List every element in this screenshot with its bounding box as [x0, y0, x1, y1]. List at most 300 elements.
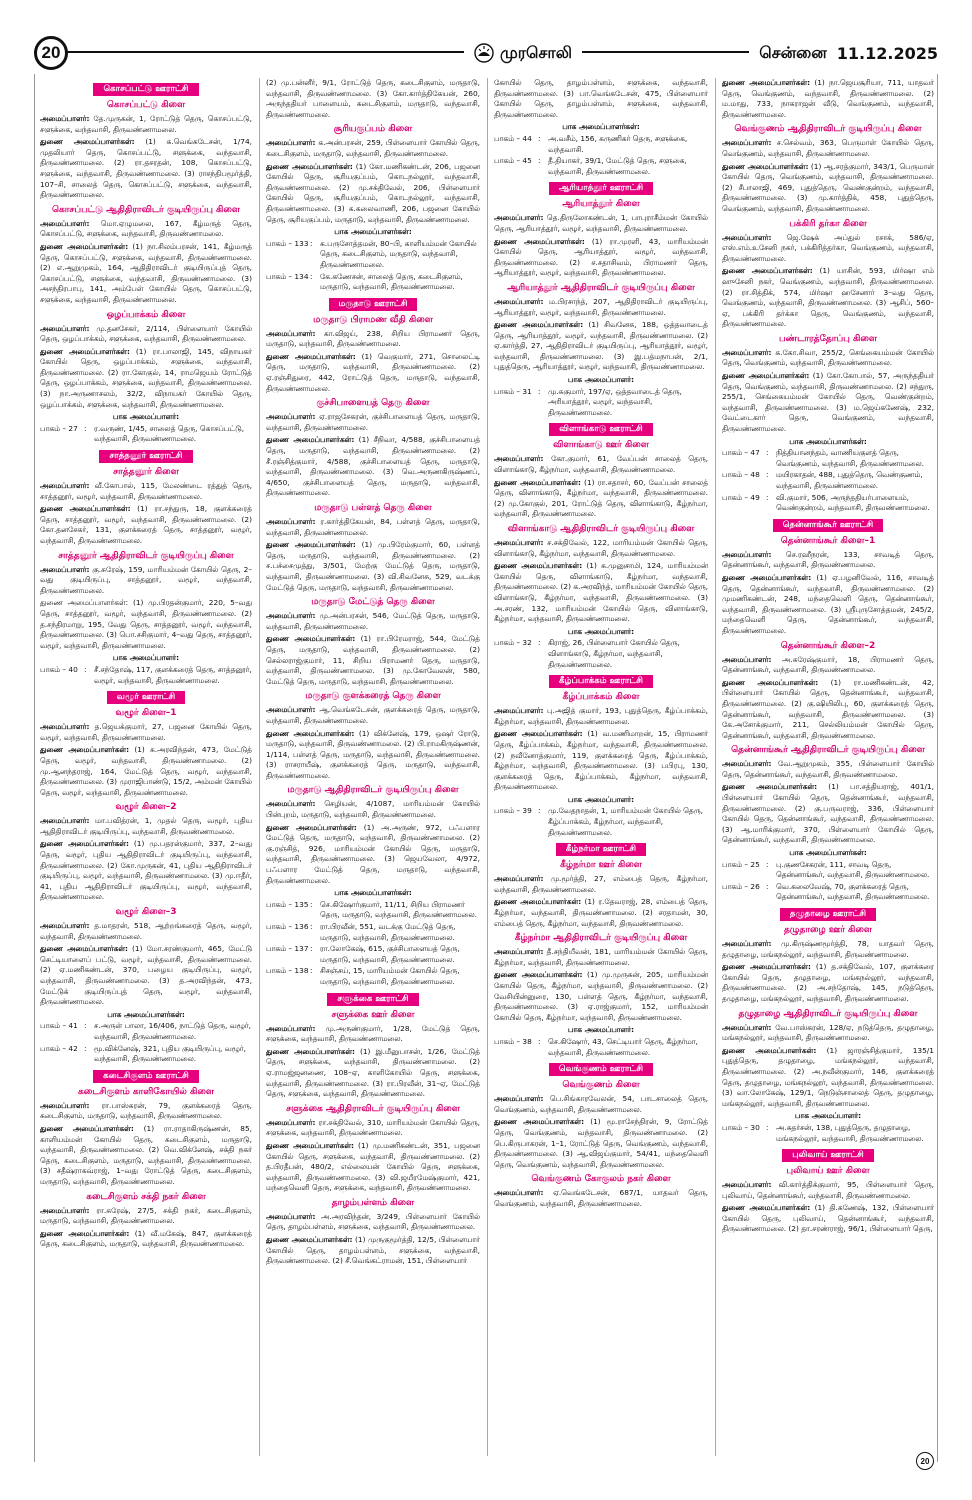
role-label: அமைப்பாளர்: — [40, 564, 90, 574]
booth-number: பாகம் – 137 — [266, 944, 309, 954]
branch-heading: சளுக்கை ஆதிதிராவிடர் குடியிருப்பு கிளை — [286, 1103, 460, 1114]
member-entry — [40, 722, 252, 743]
booth-entry — [494, 638, 708, 670]
branch-heading: ஒழப்பாக்கம் கிளை — [106, 309, 186, 320]
column-3 — [494, 78, 708, 1456]
member-entry — [494, 297, 708, 318]
member-details: (1) விக்னேஷ், 179, ஒஷர் ரோடு, மருதாடு, வந்தவாசி, திருவண்ணாமலை. (2) பி.ராமகிருஷ்ணன், 1/114, பள்ளத் தெரு, மருதாடு, வந்தவாசி, திருவண்ணாமலை. (3) ராசராயீஷ், குளக்கரைத் தெரு, மருதாடு, வந்தவாசி, திருவண்ணாமலை. — [266, 728, 480, 780]
member-details: (1) வ.மணிமாறன், 15, பிராமணர் தெரு, கீழ்ப்பாக்கம், கீழ்நர்மா, வந்தவாசி, திருவண்ணாமலை. (2) நவீனோத்குமார், 119, குளக்கரைத் தெரு, கீழ்ப்பாக்கம், கீழ்நர்மா, வந்தவாசி, திருவண்ணாமலை. (3) பபிரபு, 130, குளக்கரைத் தெரு, கீழ்ப்பாக்கம், கீழ்நர்மா, வந்தவாசி, திருவண்ணாமலை. — [494, 729, 708, 792]
member-entry — [722, 371, 934, 435]
member-entry — [40, 137, 252, 201]
role-label: அமைப்பாளர்: — [722, 1022, 772, 1032]
column-divider — [715, 78, 716, 1456]
role-label: அமைப்பாளர்: — [40, 114, 90, 123]
member-details: த.மாதரன், 518, ஆற்றங்கரைத் தெரு, வழூர், வந்தவாசி, திருவண்ணாமலை. — [40, 921, 252, 941]
role-label: துணை அமைப்பாளர்கள்: — [266, 822, 357, 832]
booth-colon: : — [766, 470, 769, 480]
member-details: மு.மூர்த்தி, 27, எம்பைத் தெரு, கீழ்நர்மா, வந்தவாசி, திருவண்ணாமலை. — [494, 874, 708, 894]
branch-heading: சூரியகுப்பம் கிளை — [333, 124, 413, 135]
booth-holder: ர.வருண், 1/45, சாலைத் தெரு, கொசப்பட்டு, வந்தவாசி, திருவண்ணாமலை. — [94, 423, 245, 444]
member-entry — [266, 352, 480, 394]
role-label: துணை அமைப்பாளர்கள்: — [266, 728, 355, 738]
ward-heading — [266, 298, 480, 311]
role-label: துணை அமைப்பாளர்கள்: — [494, 897, 582, 907]
section-subheading: பாக அமைப்பாளர்கள்: — [562, 122, 640, 132]
member-details: (1) தி.கணேஷ், 132, பிள்ளையார் கோயில் தெரு, புலிவாய், தென்னாங்கூர், வந்தவாசி, திருவண்ணாமலை. (2) தா.சரண்ராஜ், 96/1, பிள்ளையார் தெரு, — [722, 1203, 934, 1234]
member-entry — [494, 538, 708, 559]
member-details: வே.ஆறுமுகம், 355, பிள்ளையார் கோயில் தெரு, தென்னாங்கூர், வந்தவாசி, திருவண்ணாமலை. — [722, 759, 934, 779]
member-entry — [722, 138, 934, 159]
paper-name — [464, 40, 582, 66]
booth-number: பாகம் – 32 — [494, 638, 532, 648]
booth-holder: வி.குமார், 506, அருந்ததியர்பாளையம், வெண்குன்றம், வந்தவாசி, திருவண்ணாமலை. — [776, 492, 930, 513]
member-entry — [40, 598, 252, 651]
member-details: ரா.சக்திவேல், 310, மாரியம்மன் கோயில் தெரு, சளுக்கை, வந்தவாசி, திருவண்ணாமலை. — [266, 1117, 480, 1138]
booth-number: பாகம் – 49 — [722, 492, 760, 502]
member-details: (1) அ.அருண், 972, பஃபளார மேட்டுத் தெரு, மருதாடு, வந்தவாசி, திருவண்ணாமலை. (2) கு.ரஞ்சித், 926, மாரியம்மன் கோயில் தெரு, மருதாடு, வந்தவாசி, திருவண்ணாமலை. (3) ஜெயவேலா, 4/972, பஃபளார மேட்டுத் தெரு, மருதாடு, வந்தவாசி, திருவண்ணாமலை. — [266, 822, 480, 885]
booth-entry — [266, 900, 480, 921]
role-label: துணை அமைப்பாளர்கள்: — [722, 371, 810, 381]
booth-entry — [40, 424, 252, 445]
booth-entry — [266, 239, 480, 271]
role-label: அமைப்பாளர்: — [266, 328, 316, 338]
role-label: துணை அமைப்பாளர்கள்: — [266, 161, 353, 171]
role-label: அமைப்பாளர்: — [266, 1023, 316, 1033]
branch-heading: மருதாடு பள்ளத் தெரு கிளை — [314, 503, 432, 513]
member-entry — [722, 1046, 934, 1110]
member-details: மா.பவித்ரன், 1, முதல் தெரு, வழூர், புதிய ஆதிதிராவிடர் குடியிருப்பு, வந்தவாசி, திருவண்ணாமலை. — [40, 816, 252, 836]
role-label: துணை அமைப்பாளர்கள்: — [494, 236, 585, 246]
branch-heading: வழூர் கிளை–3 — [115, 907, 177, 918]
role-label: அமைப்பாளர்: — [266, 1117, 316, 1127]
member-details: ச.சக்திவேல், 122, மாரியம்மன் கோயில் தெரு, விளாங்காடு, கீழ்நர்மா, வந்தவாசி, திருவண்ணாமலை. — [494, 538, 708, 558]
member-entry — [40, 219, 252, 240]
booth-colon: : — [310, 899, 313, 909]
member-entry — [266, 611, 480, 632]
dateline — [749, 40, 938, 66]
role-label: அமைப்பாளர்: — [266, 799, 316, 809]
booth-colon: : — [84, 1043, 87, 1053]
role-label: அமைப்பாளர்: — [266, 611, 316, 621]
branch-heading: பண்டாரத்தோப்பு கிளை — [778, 333, 878, 344]
booth-entry — [722, 448, 934, 469]
booth-number: பாகம் – 45 — [494, 156, 532, 166]
member-details: வே.பாஸ்கரன், 128/ஏ, நடுத்தெரு, தழுதாழை, மங்கநல்லூர், வந்தவாசி, திருவண்ணாமலை. — [722, 1022, 934, 1043]
branch-heading: மருதாடு ஆதிதிராவிடர் குடியிருப்பு கிளை — [287, 785, 459, 796]
ward-heading — [494, 182, 708, 195]
branch-heading: கொசப்பட்டு கிளை — [106, 100, 186, 110]
member-entry — [266, 412, 480, 433]
member-details: (1) மு.பிரேம்குமார், 60, பள்ளத் தெரு, மருதாடு, வந்தவாசி, திருவண்ணாமலை. (2) ச.பச்சைமுத்து, 3/501, மேற்கு மேட்டுத் தெரு, மருதாடு, வந்தவாசி, திருவண்ணாமலை. (3) வி.சிவனேசு, 529, வடக்கு மேட்டுத் தெரு, மருதாடு, வந்தவாசி, திருவண்ணாமலை. — [266, 540, 480, 592]
ward-heading — [722, 908, 934, 921]
member-details: (1) கோ.கோபால், 57, அருந்ததியர் தெரு, வெங்குணம், வந்தவாசி, திருவண்ணாமலை. (2) சந்துரு, 255/1, செங்கையம்மன் கோயில் தெரு, வெண்குன்றம், வந்தவாசி, திருவண்ணாமலை. (3) ம.ஜெய்கணேஷ், 232, வேட்டைகார் தெரு, வெங்குணம், வந்தவாசி, திருவண்ணாமலை. — [722, 371, 934, 434]
role-label: துணை அமைப்பாளர்கள்: — [722, 1203, 811, 1213]
booth-holder: மு.சுகுமார், 197/ஏ, ஒத்தவாடைத் தெரு, அரியாத்தூர், வழூர், வந்தவாசி, திருவண்ணாமலை. — [548, 386, 682, 417]
booth-number: பாகம் – 134 — [266, 271, 309, 281]
member-details: (1) வெகுமார், 271, சொலைட்டி தெரு, மருதாடு, வந்தவாசி, திருவண்ணாமலை. (2) ஏ.ரஞ்சிதுரை, 442, ரோட்டுத் தெரு, மருதாடு, வந்தவாசி, திருவண்ணாமலை. — [266, 351, 480, 393]
column-divider — [259, 78, 260, 1456]
branch-heading: விளாங்காடு ஆதிதிராவிடர் குடியிருப்பு கிளை — [507, 524, 695, 534]
member-entry — [266, 540, 480, 593]
role-label: துணை அமைப்பாளர்கள்: — [40, 745, 130, 755]
member-details: கா.விஜய், 238, சிறிய பிராமணர் தெரு, மருதாடு, வந்தவாசி, திருவண்ணாமலை. — [266, 328, 480, 349]
ward-heading-label: தழுதாழை ஊராட்சி — [780, 908, 876, 921]
booth-number: பாகம் – 31 — [494, 386, 532, 396]
member-details: (1) முருகுமூர்த்தி, 12/5, பிள்ளையார் கோயில் தெரு, தாழம்பள்ளம், சளுக்கை, வந்தவாசி, திருவண்ணாமலை. (2) சீ.வெங்கட்ராமன், 151, பிள்ளையார் — [266, 1235, 480, 1266]
member-entry — [722, 573, 934, 637]
member-entry — [266, 1235, 480, 1267]
role-label: துணை அமைப்பாளர்கள்: — [40, 346, 130, 356]
member-entry — [266, 799, 480, 820]
member-details: (1) யாசின், 593, மிர்ஷா எம் ஹுசேனி நகர், வெங்குணம், வந்தவாசி, திருவண்ணாமலை. (2) ரா.சித்திக், 574, மிர்ஷா ஹசேனார் 3–வது தெரு, வெங்குணம், வந்தவாசி, திருவண்ணாமலை. (3) ஆசிப், 560–ஏ, பக்கிரி தர்க்கா தெரு, வெங்குணம், வந்தவாசி, திருவண்ணாமலை. — [722, 266, 934, 329]
member-details: க.அன்பரசன், 259, பிள்ளையார் கோயில் தெரு, கடைசிகுளம், மருதாடு, வந்தவாசி, திருவண்ணாமலை. — [266, 138, 480, 158]
booth-holder: க.பருசோத்தமன், 80–பி, காளியம்மன் கோயில் தெரு, கடைசிகுளம், மருதாடு, வந்தவாசி, திருவண்ணாமலை. — [320, 238, 477, 269]
ward-heading — [494, 1063, 708, 1076]
role-label: துணை அமைப்பாளர்கள்: — [266, 634, 356, 644]
booth-colon: : — [766, 1122, 769, 1132]
role-label: துணை அமைப்பாளர்கள்: — [494, 561, 583, 571]
role-label: அமைப்பாளர்: — [494, 874, 544, 884]
column-divider — [487, 78, 488, 1456]
booth-holder: வெ.கலைவேஷ், 70, குளக்கரைத் தெரு, தென்னாங்கூர், வந்தவாசி, திருவண்ணாமலை. — [776, 881, 930, 902]
booth-colon: : — [310, 966, 313, 976]
member-details: (1) மு.முருகன், 205, மாரியம்மன் கோயில் தெரு, கீழ்நர்மா, வந்தவாசி, திருவண்ணாமலை. (2) வேசியின்னுரை, 130, பள்ளத் தெரு, கீழ்நர்மா, வந்தவாசி, திருவண்ணாமலை. (3) ஏ.ராஜ்குமார், 152, மாரியம்மன் கோயில் தெரு, கீழ்நர்மா, வந்தவாசி, திருவண்ணாமலை. — [494, 970, 708, 1022]
branch-heading: குச்சிபாளையத் தெரு கிளை — [316, 398, 430, 409]
booth-number: பாகம் – 135 — [266, 899, 309, 909]
branch-heading: கடைசிகுளம் காளிகோயில் கிளை — [77, 1086, 215, 1097]
member-entry — [40, 1229, 252, 1250]
booth-number: பாகம் – 26 — [722, 881, 760, 891]
role-label: அமைப்பாளர்: — [40, 921, 90, 931]
section-subheading: பாக அமைப்பாளர்: — [567, 626, 635, 636]
member-entry — [722, 266, 934, 330]
ward-heading-label: தென்னாங்கூர் ஊராட்சி — [773, 519, 883, 532]
role-label: துணை அமைப்பாளர்கள்: — [494, 729, 583, 739]
booth-number: பாகம் – 138 — [266, 966, 309, 976]
section-subheading: பாக அமைப்பாளர்: — [112, 653, 180, 663]
member-details: (1) ர.தேவராஜ், 28, எம்பைத் தெரு, கீழ்நர்மா, வந்தவாசி, திருவண்ணாமலை. (2) சரதாமன், 30, எம்பைத் தெரு, கீழ்நர்மா, வந்தவாசி, திருவண்ணாமலை. — [494, 897, 708, 928]
member-details: (1) ரா.ராதாகிருஷ்ணன், 85, காளியம்மன் கோயில் தெரு, கடைசிகுளம், மருதாடு, வந்தவாசி, திருவண்ணாமலை. (2) வெ.விக்னேஷ், சக்தி நகர் தெரு, கடைசிகுளம், மருதாடு, வந்தவாசி, திருவண்ணாமலை. (3) சதீஷ்ராகவ்ராஜ், 1–வது ரோட்டுத் தெரு, கடைசிகுளம், மருதாடு, வந்தவாசி, திருவண்ணாமலை. — [40, 1123, 252, 1186]
member-entry — [722, 962, 934, 1004]
member-entry — [722, 678, 934, 742]
member-details: (1) கோ.மணிகண்டன், 206, பஜனை கோயில் தெரு, சூரியகுப்பம், கொடநல்லூர், வந்தவாசி, திருவண்ணாமலை. (2) மு.சக்திவேல், 206, பிள்ளையார் கோயில் தெரு, சூரியகுப்பம், கொடநல்லூர், வந்தவாசி, திருவண்ணாமலை. (3) க.கலைவாணி, 206, பஜனை கோயில் தெரு, சூரியகுப்பம், மருதாடு, வந்தவாசி, திருவண்ணாமலை. — [266, 161, 480, 224]
member-details: தே.முருகன், 1, ரோட்டுத் தெரு, கொசப்பட்டு, சளுக்கை, வந்தவாசி, திருவண்ணாமலை. — [40, 114, 252, 134]
booth-entry — [494, 134, 708, 155]
booth-holder: மயிரகாதன், 488, புதுத்தெரு, வெண்குணம், வந்தவாசி, திருவண்ணாமலை. — [776, 470, 923, 490]
member-details: அ.அரவிந்தன், 3/249, பிள்ளையார் கோயில் தெரு, தாழம்பள்ளம், சளுக்கை, வந்தவாசி, திருவண்ணாமலை. — [266, 1211, 480, 1232]
member-details: (1) பா.சத்தியராஜ், 401/1, பிள்ளையார் கோயில் தெரு, தென்னாங்கூர், வந்தவாசி, திருவண்ணாமலை. (2) கு.பருவராஜ், 336, பிள்ளையார் கோயில் தெரு, தென்னாங்கூர், வந்தவாசி, திருவண்ணாமலை. (3) ஆ.மாரிக்குமார், 370, பிள்ளையார் கோயில் தெரு, தென்னாங்கூர், வந்தவாசி, திருவண்ணாமலை. — [722, 782, 934, 845]
member-details: (1) சிவனேசு, 188, ஒத்தவாடைத் தெரு, ஆரியாத்தூர், வழூர், வந்தவாசி, திருவண்ணாமலை. (2) ஏ.கார்த்தி, 27, ஆதிதிராவிடர் குடியிருப்பு, ஆரியாத்தூர், வழூர், வந்தவாசி, திருவண்ணாமலை. (3) இ.பத்மநாபன், 2/1, புதுத்தெரு, ஆரியாத்தூர், வழூர், வந்தவாசி, திருவண்ணாமலை. — [494, 320, 708, 372]
ward-heading-label: புலிவாய் ஊராட்சி — [782, 1149, 874, 1162]
booth-holder: அ.சுதர்சன், 138, புதுத்தெரு, தழுதாழை, மங்கநல்லூர், வந்தவாசி, திருவண்ணாமலை. — [776, 1122, 924, 1143]
branch-heading: மருதாடு பிராமண வீதி கிளை — [313, 314, 433, 325]
booth-holder: நித்தியானந்தம், வாணியகுளத் தெரு, வெங்குணம், வந்தவாசி, திருவண்ணாமலை. — [776, 448, 924, 468]
role-label: துணை அமைப்பாளர்கள்: — [494, 320, 584, 330]
role-label: அமைப்பாளர்: — [266, 138, 316, 148]
column-2 — [266, 78, 480, 1456]
booth-number: பாகம் – 41 — [40, 1021, 78, 1031]
ward-heading — [722, 519, 934, 532]
role-label: அமைப்பாளர்: — [722, 654, 772, 664]
section-subheading: பாக அமைப்பாளர்கள்: — [334, 888, 412, 898]
branch-heading: மருதாடு மேட்டுத் தெரு கிளை — [311, 597, 435, 608]
booth-entry — [494, 387, 708, 419]
member-details: தெ.திருலோகண்டன், 1, பாபுராசீம்மன் கோயில் தெரு, ஆரியாத்தூர், வழூர், வந்தவாசி, திருவண்ணாமலை. — [494, 213, 708, 233]
role-label: துணை அமைப்பாளர்கள்: — [722, 161, 809, 171]
member-details: (1) ரா.முரளி, 43, மாரியம்மன் கோயில் தெரு, ஆரியாத்தூர், வழூர், வந்தவாசி, திருவண்ணாமலை. (2) ச.சதாசிவம், பிராமணர் தெரு, ஆரியாத்தூர், வழூர், வந்தவாசி, திருவண்ணாமலை. — [494, 236, 708, 278]
booth-colon: : — [84, 1021, 87, 1031]
member-entry — [40, 1206, 252, 1227]
booth-holder: கிராஜ், 26, பிள்ளையார் கோயில் தெரு, விளாங்காடு, கீழ்நர்மா, வந்தவாசி, திருவண்ணாமலை. — [548, 638, 680, 669]
member-entry — [266, 729, 480, 782]
ward-heading-label: கொசப்பட்டு ஊராட்சி — [93, 83, 198, 96]
member-entry — [266, 1047, 480, 1100]
rising-sun-emblem-icon — [474, 43, 494, 63]
role-label: அமைப்பாளர்: — [494, 947, 544, 957]
role-label: துணை அமைப்பாளர்கள்: — [722, 78, 811, 87]
member-details: மு.கிருஷ்ணமூர்த்தி, 78, யாதவர் தெரு, தழுதாழை, மங்கநல்லூர், வந்தவாசி, திருவண்ணாமலை. — [722, 939, 934, 959]
ward-heading-label: ஆரியாத்தூர் ஊராட்சி — [549, 182, 653, 195]
branch-heading: பக்கிரி தர்கா கிளை — [789, 218, 867, 229]
branch-heading: தென்னாங்கூர் கிளை–1 — [780, 535, 876, 546]
member-entry — [266, 705, 480, 726]
member-details: மு.அன்பரசன், 546, மேட்டுத் தெரு, மருதாடு, வந்தவாசி, திருவண்ணாமலை. — [266, 611, 480, 631]
member-details: வி.கார்த்திக்குமார், 95, பிள்ளையார் தெரு, புலிவாய், தென்னாங்கூர், வந்தவாசி, திருவண்ணாமலை. — [722, 1180, 934, 1200]
role-label: துணை அமைப்பாளர்கள்: — [494, 970, 583, 980]
booth-colon: : — [310, 922, 313, 931]
member-entry — [722, 1203, 934, 1235]
section-subheading: பாக அமைப்பாளர்கள்: — [107, 1009, 185, 1019]
member-details: பெ.சிங்காரவேலன், 54, பாடசாலைத் தெரு, வெங்குணம், வந்தவாசி, திருவண்ணாமலை. — [494, 1094, 708, 1114]
booth-colon: : — [766, 859, 769, 869]
booth-colon: : — [538, 133, 541, 143]
member-details: (1) ஆ.சரத்குமார், 343/1, பெருமாள் கோயில் தெரு, வெங்குணம், வந்தவாசி, திருவண்ணாமலை. (2) சீபாலாஜி, 469, புதுத்தெரு, வெண்குன்றம், வந்தவாசி, திருவண்ணாமலை. (3) மு.கார்த்திக், 458, புதுத்தெரு, வெங்குணம், வந்தவாசி, திருவண்ணாமலை. — [722, 161, 934, 213]
member-details: (1) ஏ.பழனிவேல், 116, சாவடித் தெரு, தென்னாங்கூர், வந்தவாசி, திருவண்ணாமலை. (2) முமணிகண்டன், 248, மந்தைவெளி தெரு, தென்னாங்கூர், வந்தவாசி, திருவண்ணாமலை. (3) ஸ்ரீபுருசோத்தமன், 245/2, மந்தைவெளி தெரு, தென்னாங்கூர், வந்தவாசி, திருவண்ணாமலை. — [722, 572, 934, 635]
member-details: (1) நா.சிலம்பரசன், 141, கீழ்மருத் தெரு, கொசப்பட்டு, சளுக்கை, வந்தவாசி, திருவண்ணாமலை. (2) எ.ஆறுமுகம், 164, ஆதிதிராவிடர் குடியிருப்புத் தெரு, கொசப்பட்டு, சளுக்கை, வந்தவாசி, திருவண்ணாமலை. (3) அசந்திரபாபு, 141, அம்பேள் கோயில் தெரு, கொசப்பட்டு, சளுக்கை, வந்தவாசி, திருவண்ணாமலை. — [40, 241, 252, 304]
member-entry — [40, 565, 252, 597]
branch-heading: மருதாடு குளக்கரைத் தெரு கிளை — [305, 691, 441, 702]
role-label: அமைப்பாளர்: — [40, 1100, 90, 1110]
ward-heading — [494, 675, 708, 688]
column-1 — [40, 78, 252, 1456]
member-details: மொ.ஏழுமலை, 167, கீழ்மருத் தெரு, கொசப்பட்டு, சளுக்கை, வந்தவாசி, திருவண்ணாமலை. — [40, 218, 252, 239]
member-details: (1) மோ.சரண்குமார், 465, மேட்டு செட்டியாளைப் பட்டு, வழூர், வந்தவாசி, திருவண்ணாமலை. (2) ஏ.மணிகண்டன், 370, பழைய குடியிருப்பு, வழூர், வந்தவாசி, திருவண்ணாமலை. (3) த.அரவிந்தன், 473, மேட்டுக் குடியிருப்புத் தெரு, வழூர், வந்தவாசி, திருவண்ணாமலை. — [40, 944, 252, 1007]
booth-colon: : — [766, 881, 769, 891]
role-label: அமைப்பாளர்: — [266, 1211, 316, 1221]
ward-heading — [722, 1149, 934, 1162]
footer-page-number: 20 — [916, 1452, 934, 1470]
member-entry — [722, 162, 934, 215]
booth-holder: மு.வேதநாதன், 1, மாரியம்மன் கோயில் தெரு, கீழ்ப்பாக்கம், கீழ்நர்மா, வந்தவாசி, திருவண்ணாமலை. — [548, 806, 703, 837]
role-label: அமைப்பாளர்: — [40, 323, 90, 333]
booth-entry — [266, 922, 480, 943]
branch-heading: கீழ்நர்மா ஊர் கிளை — [560, 860, 642, 871]
booth-number: பாகம் – 42 — [40, 1043, 78, 1053]
role-label: அமைப்பாளர்: — [494, 1188, 544, 1198]
booth-colon: : — [310, 271, 313, 281]
booth-holder: அ.வசீம், 156, கருணிகர் தெரு, சளுக்கை, வந்தவாசி. — [548, 133, 688, 154]
role-label: துணை அமைப்பாளர்கள்: — [40, 241, 129, 251]
role-label: அமைப்பாளர்: — [494, 1094, 544, 1104]
booth-colon: : — [84, 664, 87, 674]
booth-colon: : — [538, 806, 541, 816]
booth-entry — [40, 1044, 252, 1065]
member-details: ரா.சுரேஷ், 27/5, சக்தி நகர், கடைசிகுளம், மருதாடு, வந்தவாசி, திருவண்ணாமலை. — [40, 1205, 252, 1226]
ward-heading — [494, 843, 708, 856]
member-details: கோ.குமார், 61, வேப்பன் சாலைத் தெரு, விளாங்காடு, கீழ்நர்மா, வந்தவாசி, திருவண்ணாமலை. — [494, 454, 708, 475]
ward-heading-label: வழூர் ஊராட்சி — [107, 691, 185, 704]
member-entry — [266, 78, 480, 120]
booth-number: பாகம் – 48 — [722, 470, 760, 480]
member-entry — [40, 745, 252, 798]
booth-holder: கே.கணேசன், சாலைத் தெரு, கடைசிகுளம், மருதாடு, வந்தவாசி, திருவண்ணாமலை. — [320, 271, 463, 292]
member-details: ஏ.ராஜசேகரன், குச்சிபாளையத் தெரு, மருதாடு, வந்தவாசி, திருவண்ணாமலை. — [266, 412, 480, 432]
member-entry — [722, 1180, 934, 1201]
member-details: (2) மு.பன்னீர், 9/1, ரோட்டுத் தெரு, கடைசிகுளம், மருதாடு, வந்தவாசி, திருவண்ணாமலை. (3) கோ.கார்த்திகேயன், 260, அருந்ததியர் பாளையம், கடைசிகுளம், மருதாடு, வந்தவாசி, திருவண்ணாமலை. — [266, 78, 480, 119]
branch-heading: வெங்குணம் கோகுலம் நகர் கிளை — [531, 1174, 671, 1185]
booth-number: பாகம் – 44 — [494, 133, 532, 143]
member-entry — [722, 1023, 934, 1044]
role-label: அமைப்பாளர்: — [722, 549, 772, 559]
member-entry — [266, 329, 480, 350]
role-label: அமைப்பாளர்: — [494, 454, 544, 464]
member-entry — [722, 78, 934, 120]
branch-heading: சாத்தனூர் கிளை — [113, 467, 179, 478]
role-label: அமைப்பாளர்: — [266, 705, 316, 715]
member-details: துணை அமைப்பாளர்கள்: (1) மு.பிரதன்குமார், 220, 5–வது தெரு, சாத்தனூர், வழூர், வந்தவாசி, திருவண்ணாமலை. (2) த.சந்திரமாறு, 195, வேது தெரு, சாத்தனூர், வழூர், வந்தவாசி, திருவண்ணாமலை. (3) பொ.சசிகுமார், 4–வது தெரு, சாத்தனூர், வழூர், வந்தவாசி, திருவண்ணாமலை. — [40, 598, 252, 650]
member-details: (1) சீநிவா, 4/588, குச்சிபாளையத் தெரு, மருதாடு, வந்தவாசி, திருவண்ணாமலை. (2) சீ.ரஞ்சித்குமார், 4/588, குச்சிபாளையத் தெரு, மருதாடு, வந்தவாசி, திருவண்ணாமலை. (3) வெ.அருணகிருஷ்ணப், 4/650, குச்சிபாளையத் தெரு, மருதாடு, வந்தவாசி, திருவண்ணாமலை. — [266, 435, 480, 498]
section-subheading: பாக அமைப்பாளர்கள்: — [789, 848, 867, 858]
member-entry — [266, 1024, 480, 1045]
booth-colon: : — [766, 448, 769, 458]
booth-entry — [266, 944, 480, 965]
booth-number: பாகம் – 136 — [266, 922, 309, 931]
ward-heading — [40, 83, 252, 96]
member-details: ஜெ.ஷேக் அப்துல் ரசாக், 586/ஏ, எஸ்.எம்.உசேனி நகர், பக்கிரித்தர்கா, வெங்குணம், வந்தவாசி, திருவண்ணாமலை. — [722, 232, 934, 263]
booth-number: பாகம் – 133 — [266, 238, 309, 248]
member-details: (1) மு.மணிகண்டன், 351, பஜனை கோயில் தெரு, சளுக்கை, வந்தவாசி, திருவண்ணாமலை. (2) த.பிரதீபன், 480/2, எல்லையன் கோயில் தெரு, சளுக்கை, வந்தவாசி, திருவண்ணாமலை. (3) வி.ஜயீரமேஷ்குமார், 421, மந்தைவெளி தெரு, சளுக்கை, வந்தவாசி, திருவண்ணாமலை. — [266, 1140, 480, 1193]
ward-heading-label: வெங்குணம் ஊராட்சி — [549, 1063, 653, 1076]
role-label: அமைப்பாளர்: — [722, 138, 772, 148]
booth-holder: செ.கிஷோர்குமார், 11/11, சிறிய பிராமணர் தெரு, மருதாடு, வந்தவாசி, திருவண்ணாமலை. — [320, 899, 478, 920]
role-label: துணை அமைப்பாளர்கள்: — [722, 572, 812, 582]
member-details: (1) ரா.சதாசர், 60, வேப்பன் சாலைத் தெரு, விளாங்காடு, கீழ்நர்மா, வந்தவாசி, திருவண்ணாமலை. (2) மு.கோகுல், 201, ரோட்டுத் தெரு, விளாங்காடு, கீழ்நர்மா, வந்தவாசி, திருவண்ணாமலை. — [494, 477, 708, 519]
role-label: அமைப்பாளர்: — [40, 1205, 90, 1215]
member-entry — [266, 138, 480, 159]
member-entry — [494, 970, 708, 1023]
branch-heading: கீழ்ப்பாக்கம் கிளை — [562, 692, 640, 703]
member-entry — [494, 237, 708, 279]
member-details: (1) த.சக்திவேல், 107, குளக்கரை கோயில் தெரு, தழுதாழை, மங்கநல்லூர், வந்தவாசி, திருவண்ணாமலை. (2) அ.சந்தோஷ், 145, நடுத்தெரு, தழுதாழை, மங்கநல்லூர், வந்தவாசி, திருவண்ணாமலை. — [722, 962, 934, 1003]
booth-number: பாகம் – 27 — [40, 423, 78, 433]
member-entry — [266, 1118, 480, 1139]
booth-holder: ரா.பிரவீன், 551, வடக்கு மேட்டுத் தெரு, மருதாடு, வந்தவாசி, திருவண்ணாமலை. — [320, 922, 456, 942]
branch-heading: கீழ்நர்மா ஆதிதிராவிடர் குடியிருப்பு கிளை — [514, 933, 688, 944]
booth-holder: தீ.தியாகர், 39/1, மேட்டுத் தெரு, சளுகை, வந்தவாசி, திருவண்ணாமலை. — [548, 156, 687, 176]
booth-colon: : — [538, 386, 541, 396]
member-details: (1) இ.மீனுபாசன், 1/26, மேட்டுத் தெரு, சளுக்கை, வந்தவாசி, திருவண்ணாமலை. (2) ஏ.ராமஜ்ஜனணை, 108–ஏ, காளிகோயில் தெரு, சளுக்கை, வந்தவாசி, திருவண்ணாமலை. (3) ரா.பிரவீன், 31–ஏ, மேட்டுத் தெரு, சளுக்கை, வந்தவாசி, திருவண்ணாமலை. — [266, 1046, 480, 1099]
member-entry — [266, 162, 480, 226]
section-subheading: பாக அமைப்பாளர்: — [567, 1025, 635, 1035]
member-entry — [266, 634, 480, 687]
branch-heading: ஆரியாத்தூர் கிளை — [562, 199, 640, 210]
member-entry — [722, 759, 934, 780]
booth-entry — [494, 1037, 708, 1058]
branch-heading: ஆரியாத்தூர் ஆதிதிராவிடர் குடியிருப்பு கிளை — [507, 282, 695, 293]
booth-colon: : — [538, 638, 541, 648]
booth-holder: பு.குணசேகரன், 111, சாவடி தெரு, தென்னாங்கூர், வந்தவாசி, திருவண்ணாமலை. — [776, 859, 930, 880]
member-details: (1) ஜாரஞ்சித்குமார், 135/1 புதுத்தெரு, தழுதாழை, மங்கநல்லூர், வந்தவாசி, திருவண்ணாமலை. (2) அ.நவீன்குமார், 146, குளக்கரைத் தெரு, தழுதாழை, மங்கநல்லூர், வந்தவாசி, திருவண்ணாமலை. (3) வா.லோகேஷ், 129/1, நெடுஞ்சாலைத் தெரு, தழுதாழை, மங்கநல்லூர், வந்தவாசி, திருவண்ணாமலை. — [722, 1045, 934, 1108]
member-details: (1) ரா.பாலாஜி, 145, விநாயகர் கோயில் தெரு, ஒழப்பாக்கம், சளுக்கை, வந்தவாசி, திருவண்ணாமலை. (2) ரா.கோகுல், 14, ராமஜெயம் ரோட்டுத் தெரு, ஒழப்பாக்கம், சளுக்கை, வந்தவாசி, திருவண்ணாமலை. (3) நா.அருணாசலம், 32/2, விநாயகர் கோயில் தெரு, ஒழப்பாக்கம், சளுக்கை, வந்தவாசி, திருவண்ணாமலை. — [40, 346, 252, 409]
member-entry — [494, 561, 708, 625]
member-details: க.கோ.சிவா, 255/2, செங்கையம்மன் கோயில் தெரு, வெங்குணம், வந்தவாசி, திருவண்ணாமலை. — [722, 347, 934, 368]
member-details: (1) வீ.மகேஷ், 847, குளக்கரைத் தெரு, கடைசிகுளம், மருதாடு, வந்தவாசி, திருவண்ணாமலை. — [40, 1228, 252, 1249]
branch-heading: கடைசிகுளம் சக்தி நகர் கிளை — [86, 1191, 206, 1202]
member-details: த.ஜெயக்குமார், 27, பஜனை கோயில் தெரு, வழூர், வந்தவாசி, திருவண்ணாமலை. — [40, 722, 252, 742]
role-label: துணை அமைப்பாளர்கள்: — [494, 477, 581, 487]
member-entry — [494, 897, 708, 929]
member-entry — [722, 348, 934, 369]
booth-entry — [722, 882, 934, 903]
member-entry — [494, 213, 708, 234]
role-label: அமைப்பாளர்: — [494, 538, 544, 547]
member-entry — [40, 816, 252, 837]
member-entry — [722, 782, 934, 846]
member-entry — [722, 655, 934, 676]
member-entry — [494, 947, 708, 968]
role-label: அமைப்பாளர்: — [722, 1180, 772, 1190]
ward-heading-label: கீழ்நர்மா ஊராட்சி — [556, 843, 646, 856]
member-details: (1) நா.ஜெயசூரியா, 711, யாதவர் தெரு, வெங்குணம், வந்தவாசி, திருவண்ணாமலை. (2) ம.மாது, 733, நாகராஜன் வீடு, வெங்குணம், வந்தவாசி, திருவண்ணாமலை. — [722, 78, 934, 119]
member-entry — [266, 435, 480, 499]
role-label: துணை அமைப்பாளர்கள்: — [40, 137, 135, 147]
booth-colon: : — [84, 423, 87, 433]
member-entry — [40, 1124, 252, 1188]
role-label: அமைப்பாளர்: — [722, 232, 772, 242]
member-entry — [494, 454, 708, 475]
member-details: (1) ரா.பிரேமராஜ், 544, மேட்டுத் தெரு, மருதாடு, வந்தவாசி, திருவண்ணாமலை. (2) செல்லராஜ்குமார், 11, சிறிய பிராமணர் தெரு, மருதாடு, வந்தவாசி, திருவண்ணாமலை. (3) மு.கோவேலன், 580, மேட்டுத் தெரு, மருதாடு, வந்தவாசி, திருவண்ணாமலை. — [266, 634, 480, 686]
booth-number: பாகம் – 40 — [40, 664, 78, 674]
role-label: துணை அமைப்பாளர்கள்: — [722, 1045, 817, 1055]
role-label: துணை அமைப்பாளர்கள்: — [40, 839, 129, 849]
role-label: துணை அமைப்பாளர்கள்: — [266, 1140, 354, 1150]
role-label: அமைப்பாளர்: — [266, 412, 316, 422]
member-entry — [40, 1101, 252, 1122]
branch-heading: தென்னாங்கூர் ஆதிதிராவிடர் குடியிருப்பு கிளை — [731, 745, 925, 756]
role-label: துணை அமைப்பாளர்கள்: — [266, 1235, 353, 1245]
member-entry — [40, 324, 252, 345]
role-label: அமைப்பாளர்: — [266, 517, 316, 526]
member-entry — [494, 874, 708, 895]
ward-heading-label: கீழ்ப்பாக்கம் ஊராட்சி — [549, 675, 653, 688]
role-label: துணை அமைப்பாளர்கள்: — [266, 351, 356, 361]
role-label: துணை அமைப்பாளர்கள்: — [266, 540, 356, 550]
branch-heading: தென்னாங்கூர் கிளை–2 — [780, 640, 876, 651]
section-subheading: பாக அமைப்பாளர்: — [794, 1111, 862, 1121]
booth-holder: செ.கிஷோர், 43, செட்டியார் தெரு, கீழ்நர்மா, வந்தவாசி, திருவண்ணாமலை. — [548, 1036, 698, 1057]
section-subheading: பாக அமைப்பாளர்: — [567, 794, 635, 804]
booth-number: பாகம் – 30 — [722, 1122, 760, 1132]
role-label: துணை அமைப்பாளர்கள்: — [40, 504, 131, 514]
booth-colon: : — [766, 492, 769, 502]
section-subheading: பாக அமைப்பாளர்: — [112, 412, 180, 422]
member-entry — [266, 823, 480, 887]
branch-heading: வழூர் கிளை–2 — [115, 802, 177, 813]
booth-entry — [722, 470, 934, 491]
branch-heading: சாத்தனூர் ஆதிதிராவிடர் குடியிருப்பு கிளை — [58, 550, 234, 561]
member-details: வீ.கோபால், 115, மேலண்டை ரத்துத் தெரு, சாத்தனூர், வழூர், வந்தவாசி, திருவண்ணாமலை. — [40, 481, 252, 501]
member-details: செ.ரஹீநரன், 133, சாவடித் தெரு, தென்னாங்கூர், வந்தவாசி, திருவண்ணாமலை. — [722, 549, 934, 570]
